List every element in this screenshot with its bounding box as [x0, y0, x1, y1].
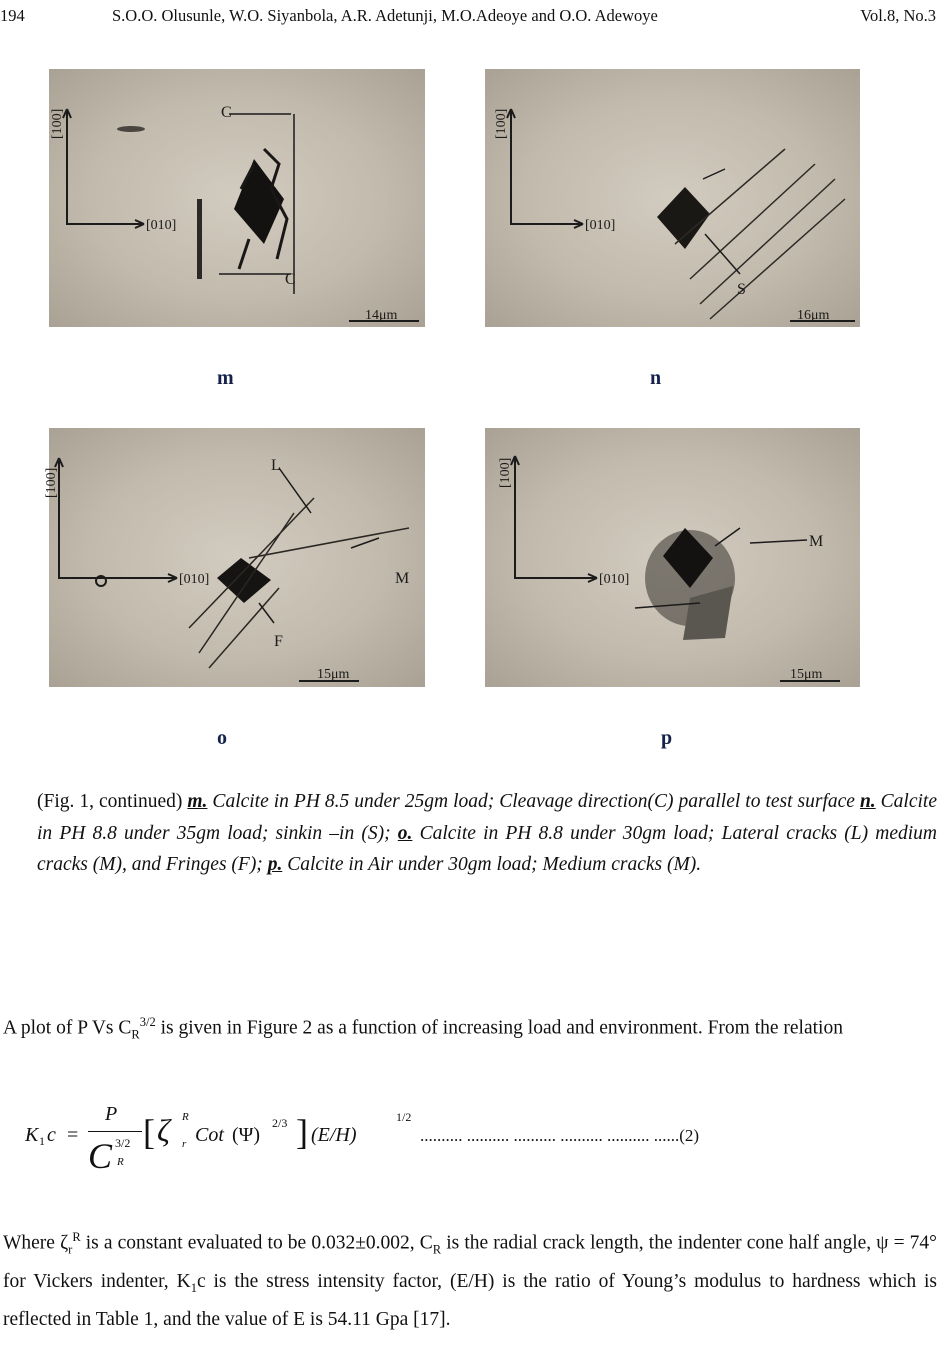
page-number: 194 — [0, 6, 25, 25]
micrograph-n-axis-a: [100] — [494, 108, 509, 139]
caption-key-m: m. — [187, 791, 208, 812]
micrograph-p — [485, 428, 860, 687]
eq-c: c — [47, 1124, 56, 1146]
eq-left-bracket: [ — [143, 1112, 155, 1152]
micrograph-o-axis-b: [010] — [179, 572, 210, 587]
para2-text-4: c is the stress intensity factor, (E/H) is the ratio of Young’s modulus to hardness which is reflected in Table 1, and the value of E is 54.11 Gpa [17]. — [3, 1270, 938, 1331]
micrograph-n-scale: 16μm — [797, 308, 830, 323]
eq-zeta-sub: r — [182, 1138, 187, 1150]
eq-fraction-bar — [88, 1131, 142, 1132]
micrograph-o-drawing — [44, 428, 425, 687]
running-header — [0, 6, 938, 30]
eq-half-exponent: 1/2 — [396, 1110, 412, 1124]
para2-text-3: is the radial crack length, the indenter cone half angle, ψ = 74° for Vickers indenter, K — [3, 1232, 937, 1292]
caption-prefix: (Fig. 1, continued) — [37, 791, 188, 812]
eq-zeta-sup: R — [182, 1111, 189, 1123]
micrograph-p-axis-b: [010] — [599, 572, 630, 587]
micrograph-p-drawing — [485, 428, 860, 687]
eq-k: K — [25, 1124, 39, 1146]
para1-text-2: is given in Figure 2 as a function of increasing load and environment. From the relation — [155, 1017, 843, 1039]
micrograph-p-axis-a: [100] — [498, 457, 513, 488]
para2-text-1: Where ζ — [3, 1232, 69, 1254]
eq-right-bracket: ] — [296, 1112, 308, 1152]
para1-text-1: A plot of P Vs C — [3, 1017, 132, 1039]
figure-label-m: m — [217, 367, 234, 389]
caption-text-p: Calcite in Air under 30gm load; Medium cracks (M). — [282, 854, 702, 875]
figure-label-n: n — [650, 367, 662, 389]
para1-sub-r: R — [131, 1027, 140, 1042]
para2-sub-1: 1 — [190, 1280, 197, 1295]
header-authors: S.O.O. Olusunle, W.O. Siyanbola, A.R. Adetunji, M.O.Adeoye and O.O. Adewoye — [112, 6, 658, 25]
micrograph-p-scale: 15μm — [790, 667, 823, 682]
micrograph-o-marker-3: F — [274, 633, 283, 650]
micrograph-m-axis-b: [010] — [146, 218, 177, 233]
micrograph-m-marker-1: C — [221, 104, 232, 121]
eq-psi-exponent: 2/3 — [272, 1116, 288, 1130]
para2-text-2: is a constant evaluated to be 0.032±0.002, C — [80, 1232, 433, 1254]
micrograph-o-marker-1: L — [271, 457, 281, 474]
eq-denominator-sup: 3/2 — [115, 1136, 131, 1150]
caption-text-n: Calcite in PH 8.8 under 35gm load; sinkin –in (S); — [37, 791, 937, 844]
micrograph-o-axis-a: [100] — [44, 467, 59, 498]
eq-equals: = — [67, 1124, 79, 1146]
header-volume: Vol.8, No.3 — [860, 6, 936, 25]
eq-psi: (Ψ) — [232, 1124, 261, 1146]
caption-text-o: Calcite in PH 8.8 under 30gm load; Lateral cracks (L) medium cracks (M), and Fringes (F); — [37, 822, 937, 875]
figure-label-p: p — [661, 727, 673, 749]
eq-number: .......... .......... .......... .......... .......... ......(2) — [420, 1126, 700, 1145]
micrograph-o — [44, 428, 425, 687]
micrograph-n — [485, 69, 860, 327]
para2-sup-r: R — [72, 1230, 81, 1244]
micrograph-m-marker-2: C — [285, 271, 296, 288]
equation-2 — [0, 1100, 938, 1190]
figure-label-o: o — [217, 727, 227, 749]
caption-text-m: Calcite in PH 8.5 under 25gm load; Cleavage direction(C) parallel to test surface — [207, 791, 860, 812]
micrograph-o-scale: 15μm — [317, 667, 350, 682]
eq-e-over-h: (E/H) — [311, 1124, 357, 1146]
figure-caption — [37, 786, 937, 881]
para2-sub-r: r — [68, 1242, 73, 1257]
micrograph-p-marker-1: M — [809, 533, 824, 550]
eq-cot: Cot — [195, 1124, 224, 1146]
micrograph-n-drawing — [485, 69, 860, 327]
body-paragraph-1 — [3, 1007, 937, 1051]
para1-sup-exponent: 3/2 — [139, 1015, 156, 1029]
para2-sub-R: R — [432, 1242, 442, 1257]
caption-key-n: n. — [859, 791, 876, 812]
micrograph-m-drawing — [49, 69, 425, 327]
eq-denominator-sub: R — [117, 1156, 124, 1168]
eq-k-sub: 1 — [39, 1134, 45, 1148]
caption-key-p: p. — [267, 854, 283, 875]
eq-denominator-c: C — [88, 1136, 113, 1176]
eq-zeta: ζ — [157, 1112, 170, 1148]
micrograph-o-marker-2: M — [395, 570, 410, 587]
micrograph-m — [49, 69, 425, 327]
eq-numerator-p: P — [105, 1103, 118, 1125]
micrograph-m-scale: 14μm — [365, 308, 398, 323]
micrograph-n-marker-1: S — [737, 281, 746, 298]
micrograph-m-axis-a: [100] — [50, 108, 65, 139]
micrograph-n-axis-b: [010] — [585, 218, 616, 233]
caption-key-o: o. — [397, 822, 413, 844]
body-paragraph-2 — [3, 1222, 937, 1336]
